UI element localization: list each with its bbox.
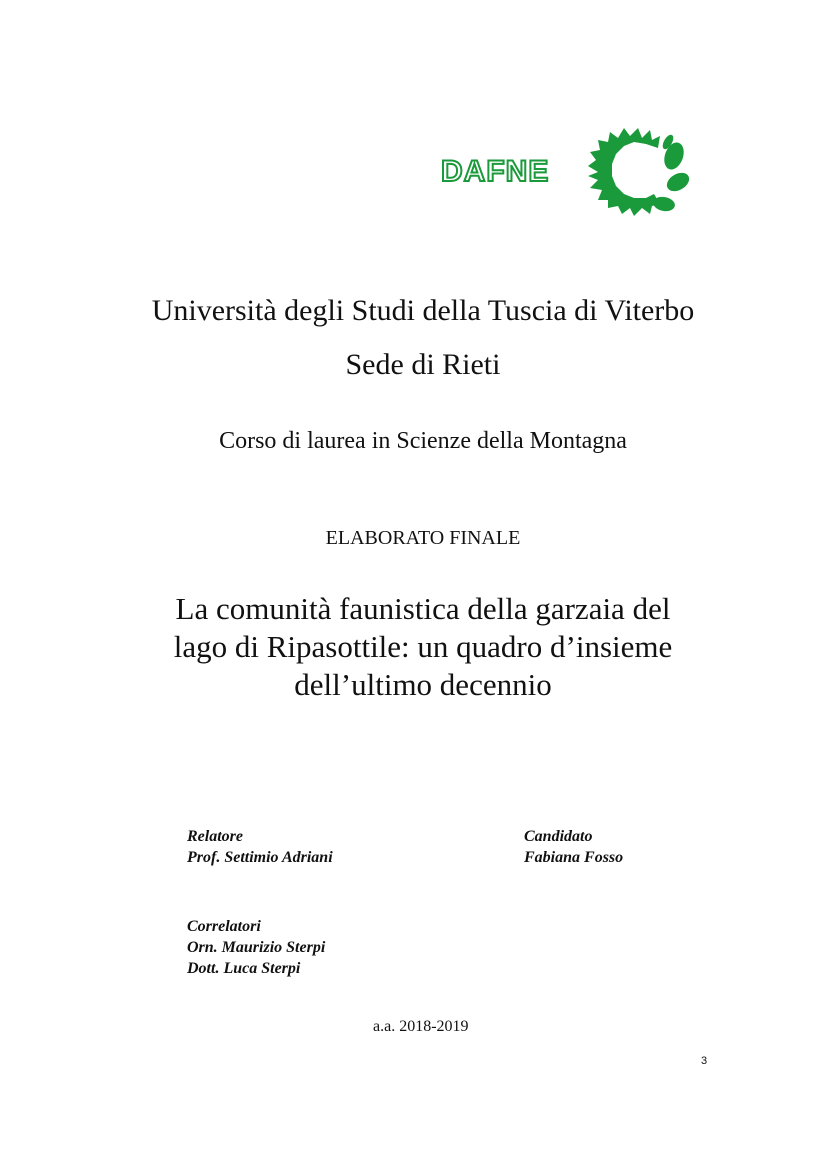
correlatore-name: Orn. Maurizio Sterpi	[187, 939, 326, 956]
dafne-logo-icon	[584, 126, 694, 218]
relatore-name: Prof. Settimio Adriani	[187, 849, 333, 866]
relatore-label: Relatore	[187, 828, 243, 845]
correlatori-label: Correlatori	[187, 918, 261, 935]
document-type: ELABORATO FINALE	[325, 527, 521, 549]
title-line: dell’ultimo decennio	[294, 667, 552, 702]
university-name: Università degli Studi della Tuscia di Viterbo	[151, 294, 695, 327]
course-name: Corso di laurea in Scienze della Montagna	[219, 428, 627, 454]
relatore-block	[187, 826, 333, 868]
candidato-block	[524, 826, 623, 868]
correlatore-name: Dott. Luca Sterpi	[187, 960, 301, 977]
thesis-title	[0, 590, 826, 704]
title-line: La comunità faunistica della garzaia del	[175, 591, 671, 626]
title-line: lago di Ripasottile: un quadro d’insieme	[173, 629, 673, 664]
dafne-logo-text: DAFNE	[441, 155, 550, 188]
academic-year: a.a. 2018-2019	[373, 1018, 469, 1035]
campus-name: Sede di Rieti	[345, 348, 501, 381]
candidato-name: Fabiana Fosso	[524, 849, 624, 866]
candidato-label: Candidato	[524, 828, 593, 845]
correlatori-block	[187, 916, 325, 979]
page-number: 3	[701, 1055, 708, 1067]
